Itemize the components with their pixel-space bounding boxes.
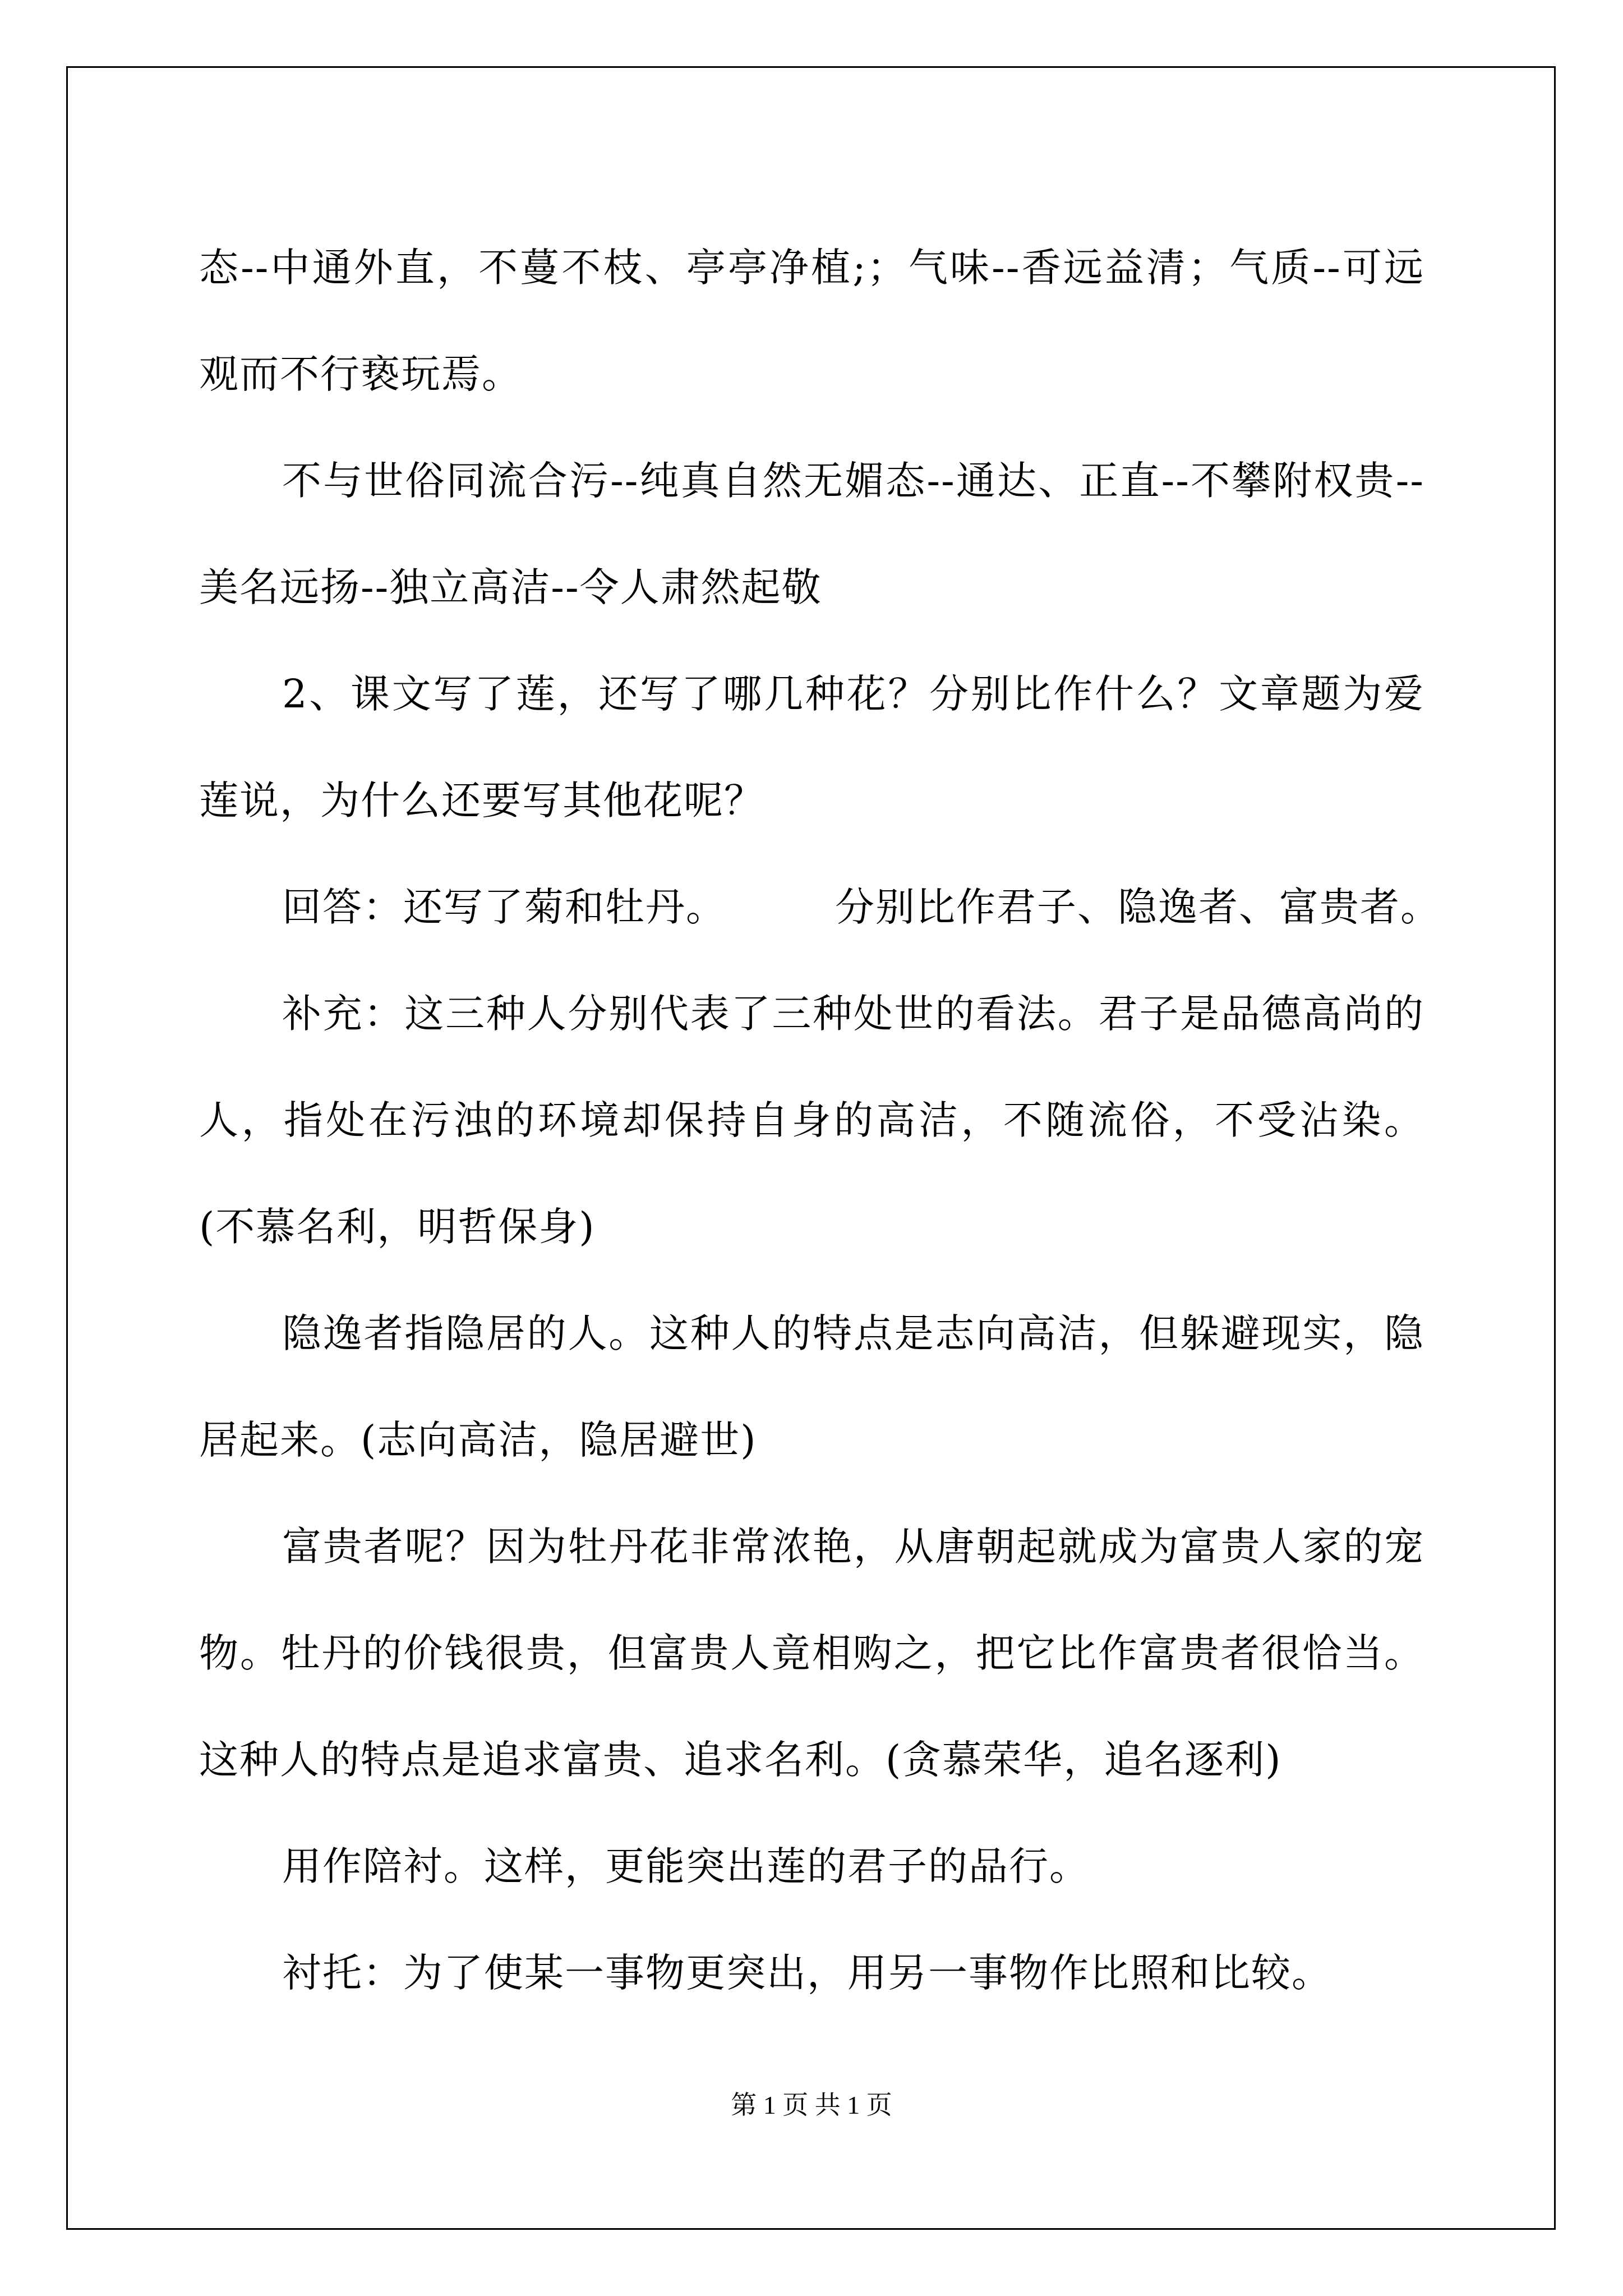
page-footer (0, 2088, 1623, 2122)
paragraph-2: 不与世俗同流合污--纯真自然无媚态--通达、正直--不攀附权贵--美名远扬--独立高洁--令人肃然起敬 (199, 458, 1424, 610)
paragraph-8: 用作陪衬。这样，更能突出莲的君子的品行。 (282, 1843, 1090, 1889)
paragraph-3: 2、课文写了莲，还写了哪几种花？分别比作什么？文章题为爱莲说，为什么还要写其他花呢？ (199, 671, 1424, 823)
paragraph-9: 衬托：为了使某一事物更突出，用另一事物作比照和比较。 (282, 1950, 1332, 1996)
paragraph-5: 补充：这三种人分别代表了三种处世的看法。君子是品德高尚的人，指处在污浊的环境却保持自身的高洁，不随流俗，不受沾染。(不慕名利，明哲保身) (199, 991, 1424, 1250)
paragraph-6: 隐逸者指隐居的人。这种人的特点是志向高洁，但躲避现实，隐居起来。(志向高洁，隐居避世) (199, 1310, 1424, 1463)
page-number-label: 第 1 页 共 1 页 (731, 2091, 892, 2119)
document-body (199, 214, 1441, 2026)
paragraph-1: 态--中通外直，不蔓不枝、亭亭净植;；气味--香远益清；气质--可远观而不行亵玩焉。 (199, 245, 1424, 397)
paragraph-4: 回答：还写了菊和牡丹。 分别比作君子、隐逸者、富贵者。 (282, 884, 1441, 930)
paragraph-7: 富贵者呢？因为牡丹花非常浓艳，从唐朝起就成为富贵人家的宠物。牡丹的价钱很贵，但富贵人竟相购之，把它比作富贵者很恰当。这种人的特点是追求富贵、追求名利。(贪慕荣华，追名逐利) (199, 1524, 1424, 1783)
